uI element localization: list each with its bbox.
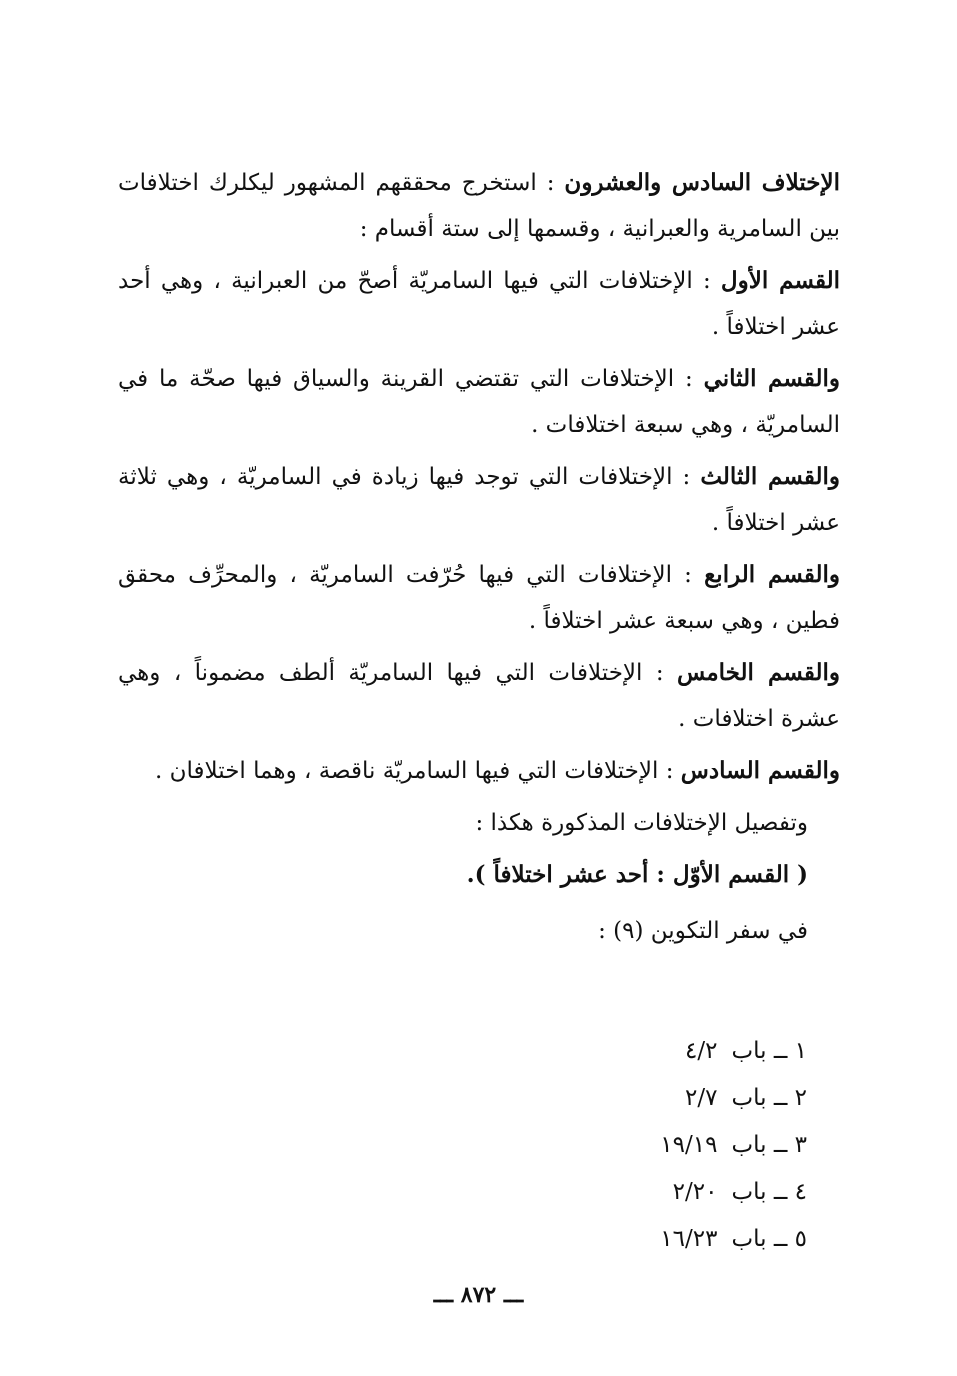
list-item-ref: ١٦/٢٣	[660, 1226, 718, 1252]
paragraph-text: : الإختلافات التي فيها السامريّة ناقصة ، وهما اختلافان .	[155, 758, 681, 784]
list-item-label: ٢ ــ باب	[731, 1085, 807, 1111]
list-item	[660, 1028, 807, 1075]
paragraph-text: : الإختلافات التي فيها حُرّفت السامريّة ، والمحرِّف محقق فطين ، وهي سبعة عشر اختلافاً .	[118, 562, 840, 634]
list-item-ref: ٢/٧	[685, 1085, 718, 1111]
reference-list	[660, 1028, 807, 1263]
paragraph-text: : الإختلافات التي فيها السامريّة ألطف مضموناً ، وهي عشرة اختلافات .	[118, 660, 840, 732]
list-item	[660, 1216, 807, 1263]
section-heading: ( القسم الأوّل : أحد عشر اختلافاً ).	[466, 861, 808, 888]
list-item	[660, 1169, 807, 1216]
paragraph-text: : الإختلافات التي فيها السامريّة أصحّ من العبرانية ، وهي أحد عشر اختلافاً .	[118, 268, 840, 340]
paragraph-heading: والقسم الثالث	[700, 463, 840, 490]
paragraph-heading: والقسم الخامس	[677, 659, 840, 686]
list-item-label: ٤ ــ باب	[731, 1179, 807, 1205]
paragraph-section-1	[118, 258, 840, 350]
paragraph-heading: القسم الأول	[720, 267, 840, 294]
paragraph-text: : الإختلافات التي توجد فيها زيادة في السامريّة ، وهي ثلاثة عشر اختلافاً .	[118, 464, 840, 536]
paragraph-heading: والقسم السادس	[680, 757, 840, 784]
detail-line: وتفصيل الإختلافات المذكورة هكذا :	[475, 810, 808, 836]
paragraph-heading: والقسم الرابع	[704, 561, 841, 588]
paragraph-heading: والقسم الثاني	[703, 365, 840, 392]
list-item-ref: ٤/٢	[685, 1038, 718, 1064]
list-item-label: ١ ــ باب	[731, 1038, 807, 1064]
list-item	[660, 1075, 807, 1122]
paragraph-section-6	[118, 748, 840, 794]
list-item	[660, 1122, 807, 1169]
paragraph-section-4	[118, 552, 840, 644]
paragraph-text: : الإختلافات التي تقتضي القرينة والسياق فيها صحّة ما في السامريّة ، وهي سبعة اختلافات .	[118, 366, 840, 438]
paragraph-text: : استخرج محققهم المشهور ليكلرك اختلافات بين السامرية والعبرانية ، وقسمها إلى ستة أقسام :	[118, 170, 840, 242]
paragraph-section-5	[118, 650, 840, 742]
body-text	[118, 160, 840, 960]
paragraph-section-2	[118, 356, 840, 448]
paragraph-section-3	[118, 454, 840, 546]
list-item-label: ٣ ــ باب	[731, 1132, 807, 1158]
paragraph-heading: الإختلاف السادس والعشرون	[564, 169, 840, 196]
page-number: ـــ ٨٧٢ ـــ	[433, 1282, 524, 1308]
paragraph-26th-difference	[118, 160, 840, 252]
list-item-ref: ١٩/١٩	[660, 1132, 718, 1158]
list-item-ref: ٢/٢٠	[672, 1179, 718, 1205]
book-line: في سفر التكوين (٩) :	[598, 918, 808, 944]
list-item-label: ٥ ــ باب	[731, 1226, 807, 1252]
